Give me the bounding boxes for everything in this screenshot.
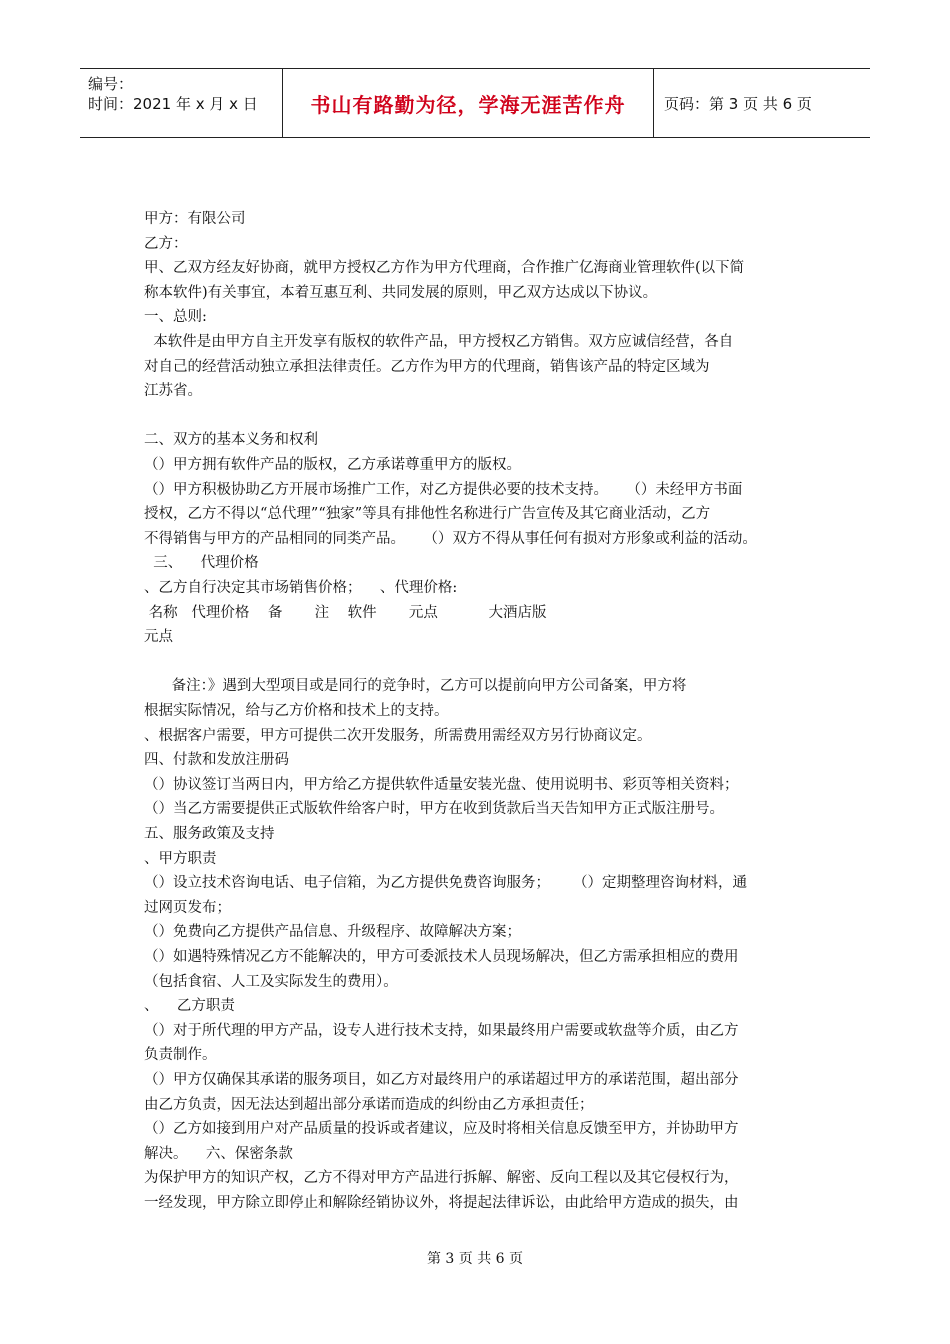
header-motto: 书山有路勤为径，学海无涯苦作舟	[283, 69, 654, 137]
body-line: 不得销售与甲方的产品相同的同类产品。 （）双方不得从事任何有损对方形象或利益的活动。	[144, 530, 757, 547]
body-line: 甲、乙双方经友好协商，就甲方授权乙方作为甲方代理商，合作推广亿海商业管理软件(以下简	[144, 260, 745, 277]
page-footer: 第 3 页 共 6 页	[426, 1251, 524, 1267]
body-line: （包括食宿、人工及实际发生的费用）。	[144, 973, 398, 990]
body-line: （）设立技术咨询电话、电子信箱，为乙方提供免费咨询服务； （）定期整理咨询材料，通	[144, 875, 748, 892]
body-line: 对自己的经营活动独立承担法律责任。乙方作为甲方的代理商，销售该产品的特定区域为	[144, 358, 710, 375]
body-line: 江苏省。	[144, 383, 202, 400]
header-table	[80, 68, 870, 138]
body-line: 、 乙方职责	[144, 998, 235, 1015]
body-line: 三、 代理价格	[144, 555, 259, 572]
body-line: 负责制作。	[144, 1047, 217, 1064]
body-line: （）甲方拥有软件产品的版权，乙方承诺尊重甲方的版权。	[144, 457, 521, 473]
body-line: （）如遇特殊情况乙方不能解决的，甲方可委派技术人员现场解决，但乙方需承担相应的费用	[144, 949, 739, 965]
body-line: （）协议签订当两日内，甲方给乙方提供软件适量安装光盘、使用说明书、彩页等相关资料；	[144, 776, 739, 793]
body-line: （）甲方积极协助乙方开展市场推广工作，对乙方提供必要的技术支持。 （）未经甲方书面	[144, 481, 743, 498]
body-line: 解决。 六、保密条款	[144, 1145, 293, 1162]
body-line: 甲方：有限公司	[144, 211, 246, 227]
header-page-label: 页码：第 3 页 共 6 页	[664, 94, 812, 113]
body-line: （）甲方仅确保其承诺的服务项目，如乙方对最终用户的承诺超过甲方的承诺范围，超出部分	[144, 1072, 739, 1088]
body-line: 称本软件)有关事宜，本着互惠互利、共同发展的原则，甲乙双方达成以下协议。	[144, 284, 658, 301]
body-line: 元点	[144, 629, 173, 646]
body-line: 、乙方自行决定其市场销售价格； 、代理价格:	[144, 580, 458, 596]
body-line: 二、双方的基本义务和权利	[144, 432, 318, 449]
body-line: 备注：》遇到大型项目或是同行的竞争时，乙方可以提前向甲方公司备案，甲方将	[144, 678, 687, 695]
number-label: 编号：	[88, 75, 134, 93]
body-line: 由乙方负责，因无法达到超出部分承诺而造成的纠纷由乙方承担责任；	[144, 1096, 594, 1113]
body-line: 五、服务政策及支持	[144, 826, 275, 842]
body-line: 过网页发布；	[144, 899, 231, 916]
time-label: 时间：2021 年 x 月 x 日	[88, 95, 258, 113]
body-line: 根据实际情况，给与乙方价格和技术上的支持。	[144, 703, 449, 719]
body-line: 、甲方职责	[144, 850, 217, 867]
body-line: 一、总则:	[144, 309, 207, 326]
body-line: （）免费向乙方提供产品信息、升级程序、故障解决方案；	[144, 924, 521, 941]
body-line: 一经发现，甲方除立即停止和解除经销协议外，将提起法律诉讼，由此给甲方造成的损失，由	[144, 1195, 739, 1211]
body-line: 授权，乙方不得以“总代理”“独家”等具有排他性名称进行广告宣传及其它商业活动，乙方	[144, 506, 711, 523]
header-info-cell	[80, 69, 283, 137]
body-line: 本软件是由甲方自主开发享有版权的软件产品，甲方授权乙方销售。双方应诚信经营，各自	[144, 334, 734, 350]
body-line: 、根据客户需要，甲方可提供二次开发服务，所需费用需经双方另行协商议定。	[144, 727, 652, 744]
body-line: 乙方：	[144, 235, 188, 252]
body-line: （）对于所代理的甲方产品，设专人进行技术支持，如果最终用户需要或软盘等介质，由乙方	[144, 1022, 739, 1039]
body-line: （）乙方如接到用户对产品质量的投诉或者建议，应及时将相关信息反馈至甲方，并协助甲方	[144, 1121, 739, 1138]
body-line: （）当乙方需要提供正式版软件给客户时，甲方在收到货款后当天告知甲方正式版注册号。	[144, 801, 724, 818]
body-line: 名称 代理价格 备 注 软件 元点 大酒店版	[144, 604, 547, 621]
body-line: 为保护甲方的知识产权，乙方不得对甲方产品进行拆解、解密、反向工程以及其它侵权行为，	[144, 1170, 739, 1187]
body-line: 四、付款和发放注册码	[144, 752, 289, 769]
